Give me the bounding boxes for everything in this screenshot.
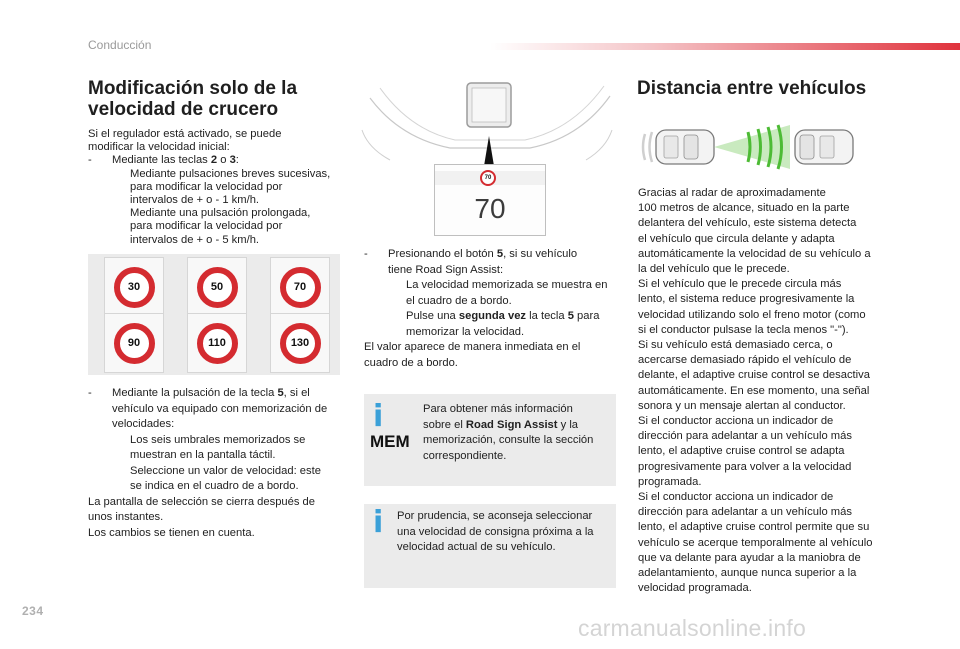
right-line: dirección para adelantar a un vehículo más [638, 506, 852, 519]
text: vehículo va equipado con memorización de [112, 402, 328, 415]
text: memorizar la velocidad. [406, 325, 525, 338]
key-5: 5 [496, 248, 504, 260]
text: Mediante una pulsación prolongada, [130, 207, 311, 220]
middle-bullet-2 [364, 309, 618, 340]
left-bullet-2 [88, 207, 353, 247]
dashboard-illustration [360, 78, 615, 238]
right-line: Si su vehículo está demasiado cerca, o [638, 339, 833, 352]
vehicle-distance-illustration [640, 122, 880, 172]
radar-distance-icon [640, 122, 880, 172]
key-5: 5 [567, 310, 574, 322]
text: Por prudencia, se aconseja seleccionar [397, 510, 593, 522]
info-box-text [397, 509, 613, 556]
right-line: delante, el adaptive cruise control se desactiva [638, 369, 870, 382]
left-lower-block [88, 386, 353, 541]
speed-sign-icon: 50 [197, 267, 238, 308]
bullet-icon [112, 464, 130, 495]
right-line: 100 metros de alcance, situado en la parte [638, 202, 850, 215]
display-speed-value: 70 [474, 193, 506, 224]
text: : [235, 154, 239, 167]
right-line: el vehículo que circula delante y adapta [638, 232, 835, 245]
text: , si su vehículo [503, 248, 578, 260]
text: tiene Road Sign Assist: [388, 263, 504, 276]
middle-tail-2: cuadro de a bordo. [364, 356, 458, 369]
left-dash-2: - Mediante la pulsación de la tecla 5, si el vehículo va equipado con memorización de velocidades: [88, 387, 328, 430]
right-title: Distancia entre vehículos [637, 78, 867, 99]
display-speed-sign-icon: 70 [480, 170, 496, 186]
text: Mediante la pulsación de la tecla [112, 387, 278, 399]
left-title-line1: Modificación solo de la [88, 78, 298, 99]
left-intro-block [88, 128, 353, 247]
key-5: 5 [277, 387, 284, 399]
right-line: progresivamente para volver a la velocidad [638, 460, 852, 473]
key-3: 3 [229, 154, 236, 167]
info-box-text [423, 402, 613, 464]
speed-sign-icon: 70 [280, 267, 321, 308]
info-box-memorization [364, 394, 616, 486]
text: la tecla [526, 310, 568, 322]
text: La velocidad memorizada se muestra en [406, 279, 608, 291]
right-line: que va delante para ayudar a la maniobra de [638, 551, 861, 564]
speed-sign-cell[interactable] [270, 257, 330, 317]
info-icon: i [373, 399, 384, 434]
right-line: lento, el adaptive cruise control permite que su [638, 521, 870, 534]
right-line: vehículo se acerque temporalmente al vehículo [638, 536, 873, 549]
right-line: la del vehículo que le precede. [638, 263, 790, 276]
text: o [217, 154, 230, 167]
right-line: velocidad utilizando solo el freno motor (como [638, 308, 866, 321]
bullet-icon [112, 207, 130, 247]
text: Road Sign Assist [465, 418, 558, 431]
speed-sign-icon: 90 [114, 323, 155, 364]
text: Seleccione un valor de velocidad: este [130, 464, 321, 477]
text: para modificar la velocidad por [130, 220, 283, 233]
speed-sign-cell[interactable] [187, 257, 247, 317]
text: segunda vez [458, 310, 527, 322]
left-intro-1: Si el regulador está activado, se puede [88, 128, 282, 140]
text: Para obtener más información [423, 403, 573, 415]
text: sobre el [423, 418, 466, 431]
left-title [88, 78, 297, 120]
middle-text-block [364, 247, 618, 371]
right-line: Si el conductor acciona un indicador de [638, 415, 834, 428]
bullet-icon [112, 168, 130, 208]
text: una velocidad de consigna próxima a la [397, 525, 594, 538]
text: velocidad actual de su vehículo. [397, 541, 556, 553]
header-accent-bar [490, 43, 960, 50]
right-line: Si el conductor acciona un indicador de [638, 491, 834, 504]
speed-sign-icon: 110 [197, 323, 238, 364]
text: se indica en el cuadro de a bordo. [130, 480, 299, 492]
left-bullet-1 [88, 168, 353, 208]
left-intro-2: modificar la velocidad inicial: [88, 141, 230, 154]
left-bullet-4 [88, 464, 353, 495]
right-line: lento, el adaptive cruise control se adapta [638, 445, 845, 458]
text: muestran en la pantalla táctil. [130, 449, 276, 461]
right-line: acercarse demasiado rápido el vehículo de [638, 354, 852, 367]
left-tail-2: unos instantes. [88, 511, 164, 523]
text: para [573, 310, 600, 322]
right-line: Gracias al radar de aproximadamente [638, 187, 826, 199]
text: Presionando el botón [388, 248, 497, 260]
right-line: velocidad programada. [638, 582, 752, 595]
middle-dash: - Presionando el botón 5, si su vehículo tiene Road Sign Assist: [364, 248, 578, 276]
text: Los seis umbrales memorizados se [130, 433, 306, 446]
speed-sign-cell[interactable] [187, 313, 247, 373]
text: , si el [283, 387, 310, 399]
text: intervalos de + o - 1 km/h. [130, 194, 260, 207]
right-line: delantera del vehículo, este sistema detecta [638, 217, 857, 230]
text: intervalos de + o - 5 km/h. [130, 233, 260, 246]
left-bullet-3 [88, 433, 353, 464]
page-number: 234 [22, 604, 44, 618]
right-line: adelantamiento, aunque nunca superior a la [638, 567, 857, 580]
info-box-prudence [364, 504, 616, 588]
bullet-icon [388, 278, 406, 309]
middle-tail-1: El valor aparece de manera inmediata en el [364, 341, 581, 353]
left-title-line2: velocidad de crucero [88, 99, 279, 120]
speed-sign-grid [88, 254, 340, 375]
bullet-icon [388, 309, 406, 340]
right-line: dirección para adelantar a un vehículo más [638, 430, 852, 443]
middle-bullet-1 [364, 278, 618, 309]
left-tail-1: La pantalla de selección se cierra después de [88, 495, 316, 508]
right-line: automáticamente la velocidad de su vehículo a [638, 247, 871, 260]
text: Mediante las teclas [112, 154, 211, 167]
text: velocidades: [112, 418, 175, 430]
right-line: lento, el sistema reduce progresivamente la [638, 293, 855, 306]
text: correspondiente. [423, 449, 507, 462]
speed-sign-cell[interactable] [104, 257, 164, 317]
text: Mediante pulsaciones breves sucesivas, [130, 167, 331, 180]
bullet-icon [112, 433, 130, 464]
speed-sign-cell[interactable] [270, 313, 330, 373]
text: y la [557, 418, 579, 431]
right-line: Si el vehículo que le precede circula más [638, 278, 842, 291]
text: Pulse una [406, 310, 459, 322]
right-body-text [638, 186, 898, 596]
speed-sign-icon: 130 [280, 323, 321, 364]
left-dash-1: - Mediante las teclas 2 o 3: [88, 154, 239, 167]
right-line: programada. [638, 475, 702, 488]
speed-sign-cell[interactable] [104, 313, 164, 373]
key-2: 2 [210, 154, 218, 167]
right-line: sonora y un mensaje alertan al conductor. [638, 399, 846, 412]
right-line: si el conductor pulsase la tecla menos "-"). [638, 323, 849, 336]
text: para modificar la velocidad por [130, 180, 283, 193]
text: memorización, consulte la sección [423, 434, 594, 446]
speed-sign-icon: 30 [114, 267, 155, 308]
watermark: carmanualsonline.info [578, 615, 806, 641]
text: el cuadro de a bordo. [406, 294, 512, 307]
info-icon: i [373, 505, 384, 540]
right-line: automáticamente. En ese momento, una señal [638, 384, 870, 397]
mem-icon: MEM [370, 432, 410, 451]
speed-display [434, 164, 546, 236]
left-tail-3: Los cambios se tienen en cuenta. [88, 526, 255, 539]
section-label: Conducción [88, 38, 152, 52]
